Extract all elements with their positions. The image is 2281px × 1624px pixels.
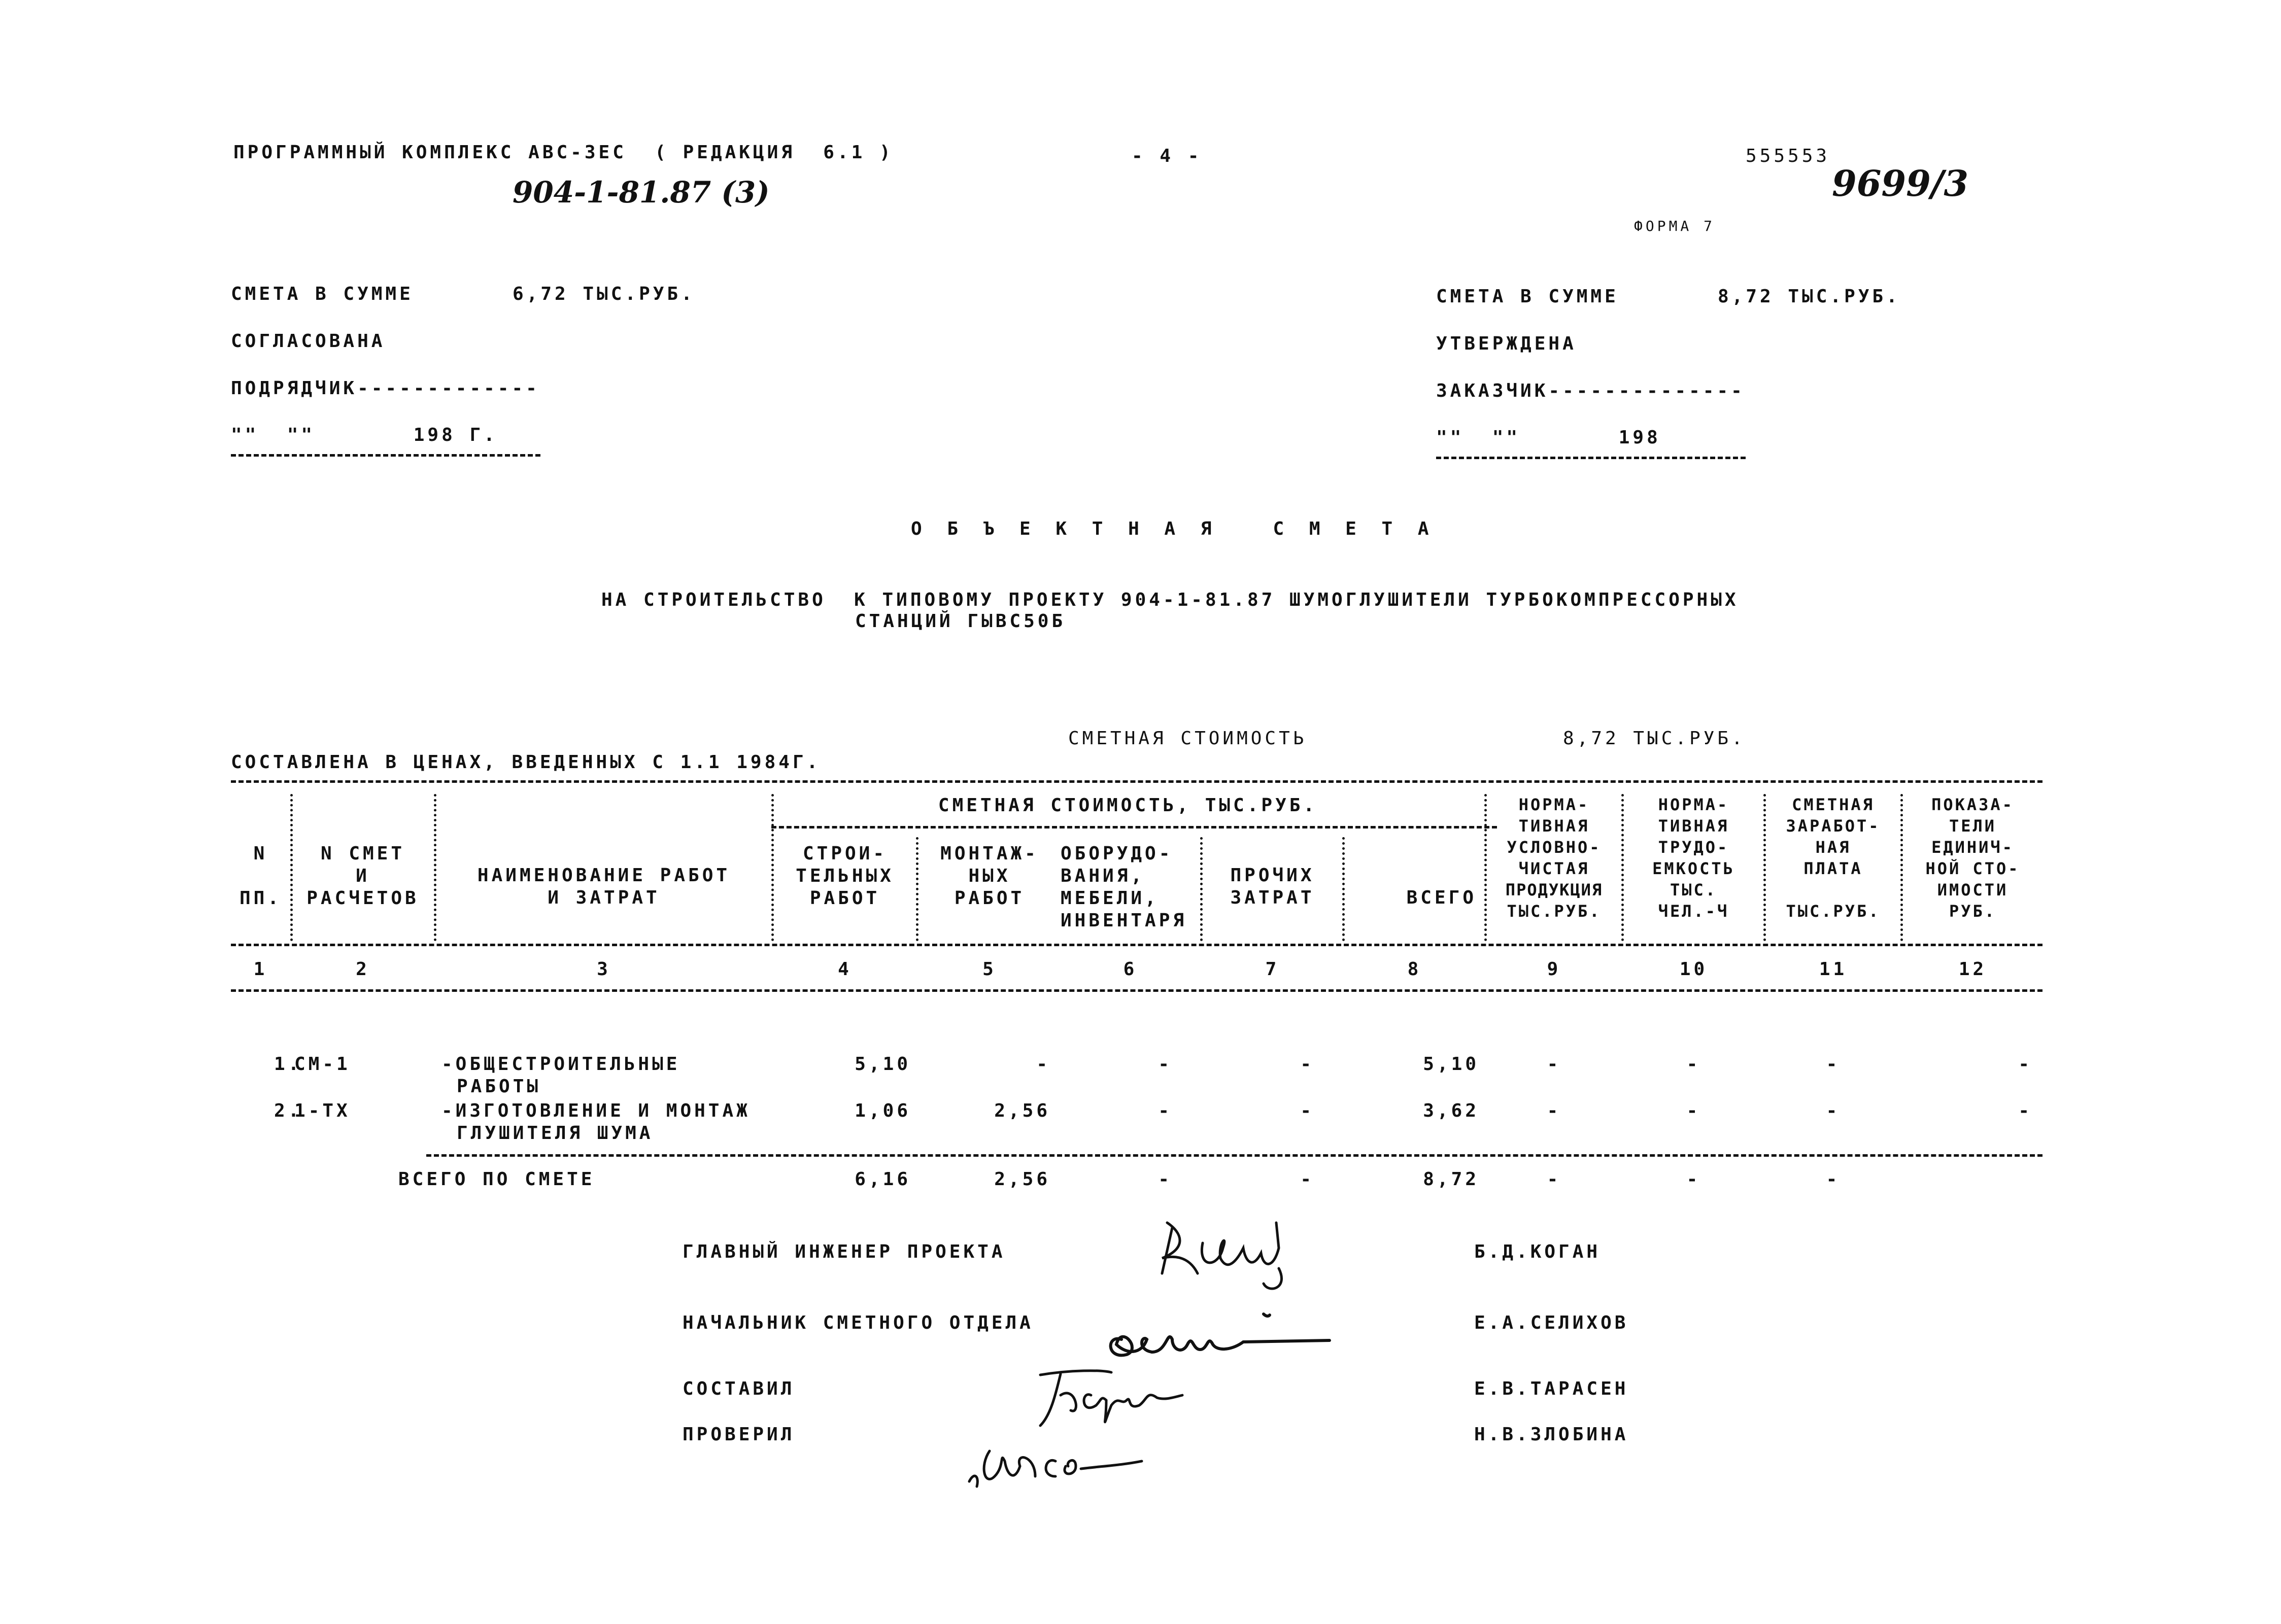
column-number: 6 [1123, 959, 1138, 980]
customer-line: ЗАКАЗЧИК-------------- [1436, 381, 1745, 401]
total-installation: 2,56 [994, 1169, 1050, 1190]
header-col-1: N ПП. [239, 843, 282, 909]
header-col-9: НОРМА- ТИВНАЯ УСЛОВНО- ЧИСТАЯ ПРОДУКЦИЯ ТЫС.РУБ. [1505, 795, 1603, 921]
row-estimate-ref: СМ-1 [294, 1054, 351, 1075]
row-name-cont: РАБОТЫ [457, 1076, 541, 1097]
header-col-5: МОНТАЖ- НЫХ РАБОТ [940, 843, 1039, 909]
header-col-8: ВСЕГО [1406, 887, 1477, 908]
program-name: ПРОГРАММНЫЙ КОМПЛЕКС АВС-3ЕС ( РЕДАКЦИЯ 6.1 ) [233, 142, 894, 163]
form-label: ФОРМА 7 [1634, 218, 1716, 234]
handwritten-signature [959, 1421, 1162, 1497]
row-name-cont: ГЛУШИТЕЛЯ ШУМА [457, 1123, 654, 1144]
cell-unit-cost: - [2018, 1100, 2032, 1121]
subtitle-line-1: НА СТРОИТЕЛЬСТВО К ТИПОВОМУ ПРОЕКТУ 904-1-81.87 ШУМОГЛУШИТЕЛИ ТУРБОКОМПРЕССОРНЫХ [601, 590, 1739, 610]
cell-production: - [1547, 1054, 1561, 1075]
column-number: 8 [1407, 959, 1422, 980]
subtitle-line-2: СТАНЦИЙ ГЫВС50Б [855, 611, 1066, 632]
handwritten-archive-number: 9699/3 [1832, 162, 1969, 204]
column-number: 5 [982, 959, 997, 980]
handwritten-signature [1152, 1213, 1335, 1304]
column-number: 10 [1679, 959, 1708, 980]
handwritten-project-number: 904-1-81.87 (3) [513, 175, 770, 210]
column-number: 3 [597, 959, 611, 980]
header-col-2: N СМЕТ И РАСЧЕТОВ [307, 843, 419, 909]
left-date-line: "" "" 198 Г. [231, 425, 498, 445]
group-header-rule [771, 826, 1497, 828]
cell-unit-cost: - [2018, 1054, 2032, 1075]
total-construction: 6,16 [855, 1169, 911, 1190]
total-other: - [1300, 1169, 1314, 1190]
column-number: 2 [356, 959, 370, 980]
cell-wages: - [1826, 1054, 1841, 1075]
cell-equipment: - [1158, 1100, 1172, 1121]
header-col-6: ОБОРУДО- ВАНИЯ, МЕБЕЛИ, ИНВЕНТАРЯ [1061, 843, 1187, 931]
column-number: 11 [1819, 959, 1848, 980]
cell-installation: - [1036, 1054, 1050, 1075]
right-sum-label: СМЕТА В СУММЕ [1436, 286, 1619, 307]
estimated-cost-value: 8,72 ТЫС.РУБ. [1563, 728, 1746, 749]
cell-construction: 5,10 [855, 1054, 911, 1075]
numbers-bottom-rule [231, 989, 2042, 992]
column-number: 4 [838, 959, 852, 980]
signature-role: ГЛАВНЫЙ ИНЖЕНЕР ПРОЕКТА [683, 1241, 1006, 1262]
right-sum-value: 8,72 ТЫС.РУБ. [1718, 286, 1900, 307]
cell-equipment: - [1158, 1054, 1172, 1075]
cell-total: 3,62 [1423, 1100, 1479, 1121]
approved-label: УТВЕРЖДЕНА [1436, 333, 1577, 354]
row-number: 1. [274, 1054, 302, 1075]
signature-role: НАЧАЛЬНИК СМЕТНОГО ОТДЕЛА [683, 1312, 1034, 1333]
total-rule [426, 1154, 2042, 1157]
contractor-line: ПОДРЯДЧИК------------- [231, 378, 540, 399]
cell-labor: - [1686, 1100, 1701, 1121]
estimated-cost-label: СМЕТНАЯ СТОИМОСТЬ [1068, 728, 1307, 749]
prices-note: СОСТАВЛЕНА В ЦЕНАХ, ВВЕДЕННЫХ С 1.1 1984Г. [231, 752, 821, 773]
total-sum: 8,72 [1423, 1169, 1479, 1190]
cell-other: - [1300, 1100, 1314, 1121]
column-number: 9 [1547, 959, 1561, 980]
header-bottom-rule [231, 944, 2042, 946]
cell-total: 5,10 [1423, 1054, 1479, 1075]
column-number: 1 [253, 959, 268, 980]
cell-installation: 2,56 [994, 1100, 1050, 1121]
signature-name: Б.Д.КОГАН [1474, 1241, 1601, 1262]
header-col-3: НАИМЕНОВАНИЕ РАБОТ И ЗАТРАТ [477, 865, 731, 908]
agreed-label: СОГЛАСОВАНА [231, 331, 386, 352]
header-col-4: СТРОИ- ТЕЛЬНЫХ РАБОТ [796, 843, 894, 909]
signature-name: Н.В.ЗЛОБИНА [1474, 1424, 1629, 1445]
column-number: 12 [1958, 959, 1987, 980]
row-name: -ИЗГОТОВЛЕНИЕ И МОНТАЖ [441, 1100, 751, 1121]
column-number: 7 [1265, 959, 1280, 980]
total-equipment: - [1158, 1169, 1172, 1190]
total-wages: - [1826, 1169, 1841, 1190]
signature-role: ПРОВЕРИЛ [683, 1424, 795, 1445]
document-code: 555553 [1746, 146, 1830, 166]
left-sum-value: 6,72 ТЫС.РУБ. [513, 284, 695, 304]
signature-name: Е.А.СЕЛИХОВ [1474, 1312, 1629, 1333]
cell-construction: 1,06 [855, 1100, 911, 1121]
left-date-underline [231, 454, 540, 457]
total-label: ВСЕГО ПО СМЕТЕ [398, 1169, 595, 1190]
page-number: - 4 - [1132, 146, 1202, 166]
signature-name: Е.В.ТАРАСЕН [1474, 1378, 1629, 1399]
total-production: - [1547, 1169, 1561, 1190]
row-name: -ОБЩЕСТРОИТЕЛЬНЫЕ [441, 1054, 680, 1075]
cell-labor: - [1686, 1054, 1701, 1075]
right-date-underline [1436, 457, 1746, 459]
document-title: О Б Ъ Е К Т Н А Я С М Е Т А [911, 519, 1436, 539]
total-labor: - [1686, 1169, 1701, 1190]
cell-wages: - [1826, 1100, 1841, 1121]
header-col-11: СМЕТНАЯ ЗАРАБОТ- НАЯ ПЛАТА ТЫС.РУБ. [1786, 795, 1881, 921]
header-col-12: ПОКАЗА- ТЕЛИ ЕДИНИЧ- НОЙ СТО- ИМОСТИ РУБ. [1925, 795, 2020, 921]
signature-role: СОСТАВИЛ [683, 1378, 795, 1399]
cell-other: - [1300, 1054, 1314, 1075]
cell-production: - [1547, 1100, 1561, 1121]
group-header: СМЕТНАЯ СТОИМОСТЬ, ТЫС.РУБ. [938, 795, 1318, 816]
table-top-rule [231, 780, 2042, 783]
row-estimate-ref: 1-ТХ [294, 1100, 351, 1121]
header-col-7: ПРОЧИХ ЗАТРАТ [1230, 865, 1315, 908]
header-col-10: НОРМА- ТИВНАЯ ТРУДО- ЕМКОСТЬ ТЫС. ЧЕЛ.-Ч [1652, 795, 1735, 921]
left-sum-label: СМЕТА В СУММЕ [231, 284, 414, 304]
row-number: 2. [274, 1100, 302, 1121]
right-date-line: "" "" 198 [1436, 427, 1661, 448]
